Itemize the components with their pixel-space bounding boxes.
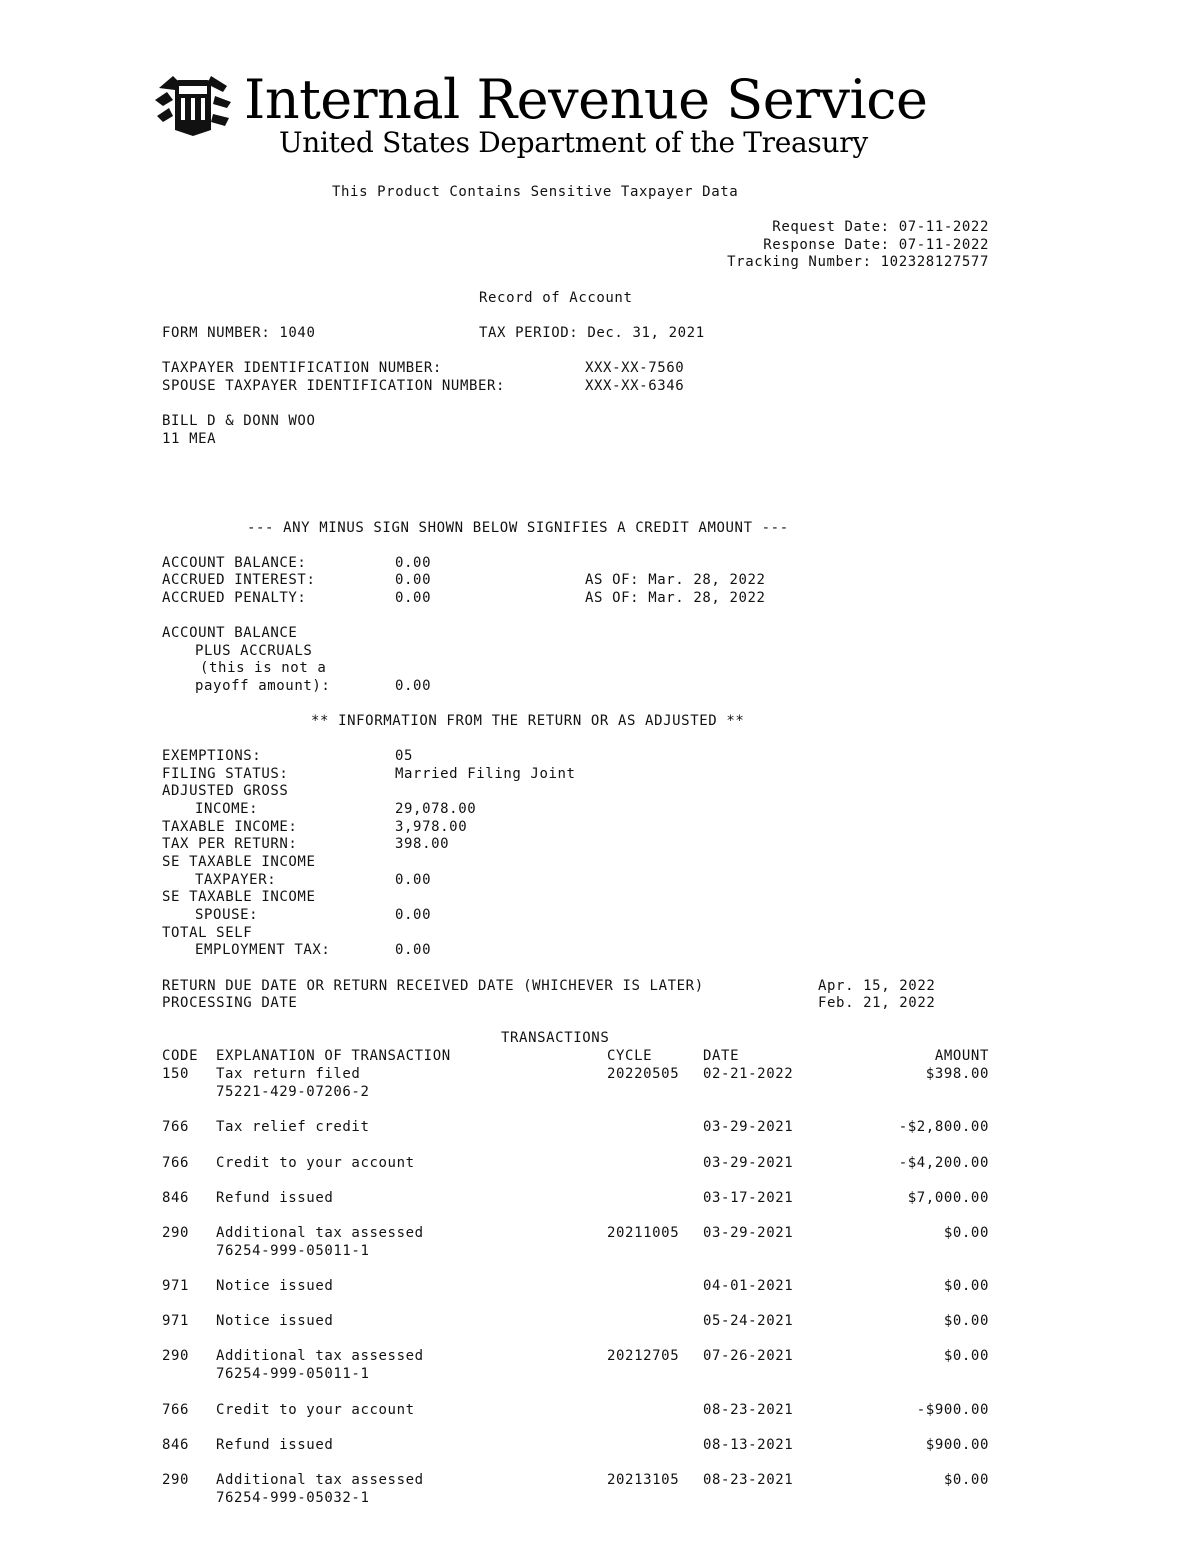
spouse-tin-value: XXX-XX-6346 [585, 378, 685, 394]
response-date: Response Date: 07-11-2022 [763, 237, 989, 253]
txn-code: 290 [162, 1472, 190, 1488]
col-cycle-header: CYCLE [607, 1048, 653, 1064]
txn-code: 150 [162, 1066, 190, 1082]
txn-explanation: Additional tax assessed [216, 1348, 424, 1364]
accrued-interest-as-of: AS OF: Mar. 28, 2022 [585, 572, 766, 588]
col-amount-header: AMOUNT [934, 1048, 989, 1064]
txn-code: 766 [162, 1119, 190, 1135]
txn-code: 290 [162, 1225, 190, 1241]
txn-cycle: 20220505 [607, 1066, 680, 1082]
txn-explanation: Additional tax assessed [216, 1225, 424, 1241]
txn-explanation: Tax return filed [216, 1066, 361, 1082]
txn-explanation: Refund issued [216, 1190, 334, 1206]
irs-eagle-seal-logo [153, 70, 233, 138]
txn-code: 766 [162, 1155, 190, 1171]
txn-amount: $900.00 [925, 1437, 989, 1453]
se-taxpayer-value: 0.00 [395, 872, 432, 888]
account-balance-value: 0.00 [395, 555, 432, 571]
return-due-date-label: RETURN DUE DATE OR RETURN RECEIVED DATE (WHICHEVER IS LATER) [162, 978, 704, 994]
txn-amount: -$900.00 [916, 1402, 989, 1418]
agi-value: 29,078.00 [395, 801, 477, 817]
txn-code: 846 [162, 1437, 190, 1453]
filing-status-value: Married Filing Joint [395, 766, 576, 782]
filing-status-label: FILING STATUS: [162, 766, 289, 782]
form-number: FORM NUMBER: 1040 [162, 325, 316, 341]
txn-amount: -$2,800.00 [898, 1119, 989, 1135]
tax-per-return-value: 398.00 [395, 836, 450, 852]
balance-plus-accruals-label: payoff amount): [195, 678, 331, 694]
txn-explanation: Additional tax assessed [216, 1472, 424, 1488]
taxpayer-address: 11 MEA [162, 431, 217, 447]
processing-date-label: PROCESSING DATE [162, 995, 298, 1011]
se-spouse-label: SE TAXABLE INCOME [162, 889, 316, 905]
total-se-tax-value: 0.00 [395, 942, 432, 958]
se-spouse-value: 0.00 [395, 907, 432, 923]
tracking-number: Tracking Number: 102328127577 [727, 254, 989, 270]
balance-plus-accruals-label: (this is not a [200, 660, 327, 676]
sensitive-data-notice: This Product Contains Sensitive Taxpayer Data [332, 184, 739, 200]
exemptions-label: EXEMPTIONS: [162, 748, 262, 764]
accrued-penalty-label: ACCRUED PENALTY: [162, 590, 307, 606]
accrued-penalty-as-of: AS OF: Mar. 28, 2022 [585, 590, 766, 606]
tin-label: TAXPAYER IDENTIFICATION NUMBER: [162, 360, 442, 376]
credit-minus-notice: --- ANY MINUS SIGN SHOWN BELOW SIGNIFIES A CREDIT AMOUNT --- [247, 520, 789, 536]
balance-plus-accruals-value: 0.00 [395, 678, 432, 694]
total-se-tax-label: TOTAL SELF [162, 925, 253, 941]
transactions-heading: TRANSACTIONS [501, 1030, 610, 1046]
accrued-interest-value: 0.00 [395, 572, 432, 588]
txn-explanation: Notice issued [216, 1278, 334, 1294]
agency-name: Internal Revenue Service [244, 68, 928, 131]
txn-date: 02-21-2022 [703, 1066, 794, 1082]
txn-code: 971 [162, 1278, 190, 1294]
txn-code: 846 [162, 1190, 190, 1206]
agi-label: INCOME: [195, 801, 259, 817]
taxable-income-value: 3,978.00 [395, 819, 468, 835]
request-date: Request Date: 07-11-2022 [772, 219, 989, 235]
accrued-interest-label: ACCRUED INTEREST: [162, 572, 316, 588]
txn-document-locator: 76254-999-05011-1 [216, 1366, 370, 1382]
taxable-income-label: TAXABLE INCOME: [162, 819, 298, 835]
spouse-tin-label: SPOUSE TAXPAYER IDENTIFICATION NUMBER: [162, 378, 506, 394]
txn-explanation: Tax relief credit [216, 1119, 370, 1135]
txn-cycle: 20213105 [607, 1472, 680, 1488]
balance-plus-accruals-label: PLUS ACCRUALS [195, 643, 313, 659]
col-date-header: DATE [703, 1048, 740, 1064]
txn-date: 07-26-2021 [703, 1348, 794, 1364]
department-name: United States Department of the Treasury [279, 126, 868, 159]
txn-date: 03-17-2021 [703, 1190, 794, 1206]
tin-value: XXX-XX-7560 [585, 360, 685, 376]
accrued-penalty-value: 0.00 [395, 590, 432, 606]
txn-amount: -$4,200.00 [898, 1155, 989, 1171]
txn-cycle: 20212705 [607, 1348, 680, 1364]
txn-explanation: Credit to your account [216, 1402, 415, 1418]
txn-amount: $398.00 [925, 1066, 989, 1082]
tax-period: TAX PERIOD: Dec. 31, 2021 [479, 325, 705, 341]
txn-cycle: 20211005 [607, 1225, 680, 1241]
txn-date: 08-23-2021 [703, 1402, 794, 1418]
txn-document-locator: 76254-999-05011-1 [216, 1243, 370, 1259]
txn-code: 971 [162, 1313, 190, 1329]
txn-document-locator: 75221-429-07206-2 [216, 1084, 370, 1100]
txn-date: 04-01-2021 [703, 1278, 794, 1294]
txn-amount: $0.00 [943, 1472, 989, 1488]
document-title: Record of Account [479, 290, 633, 306]
txn-code: 290 [162, 1348, 190, 1364]
txn-date: 03-29-2021 [703, 1119, 794, 1135]
col-code-header: CODE [162, 1048, 199, 1064]
txn-date: 05-24-2021 [703, 1313, 794, 1329]
account-balance-label: ACCOUNT BALANCE: [162, 555, 307, 571]
txn-amount: $0.00 [943, 1278, 989, 1294]
return-info-heading: ** INFORMATION FROM THE RETURN OR AS ADJUSTED ** [311, 713, 745, 729]
txn-explanation: Credit to your account [216, 1155, 415, 1171]
total-se-tax-label: EMPLOYMENT TAX: [195, 942, 331, 958]
txn-date: 08-23-2021 [703, 1472, 794, 1488]
txn-amount: $0.00 [943, 1313, 989, 1329]
processing-date-value: Feb. 21, 2022 [818, 995, 936, 1011]
txn-amount: $7,000.00 [907, 1190, 989, 1206]
txn-amount: $0.00 [943, 1225, 989, 1241]
txn-date: 03-29-2021 [703, 1155, 794, 1171]
taxpayer-name: BILL D & DONN WOO [162, 413, 316, 429]
txn-date: 03-29-2021 [703, 1225, 794, 1241]
return-due-date-value: Apr. 15, 2022 [818, 978, 936, 994]
txn-document-locator: 76254-999-05032-1 [216, 1490, 370, 1506]
se-spouse-label: SPOUSE: [195, 907, 259, 923]
txn-code: 766 [162, 1402, 190, 1418]
balance-plus-accruals-label: ACCOUNT BALANCE [162, 625, 298, 641]
tax-per-return-label: TAX PER RETURN: [162, 836, 298, 852]
col-explanation-header: EXPLANATION OF TRANSACTION [216, 1048, 451, 1064]
exemptions-value: 05 [395, 748, 414, 764]
agi-label: ADJUSTED GROSS [162, 783, 289, 799]
se-taxpayer-label: TAXPAYER: [195, 872, 277, 888]
txn-date: 08-13-2021 [703, 1437, 794, 1453]
txn-amount: $0.00 [943, 1348, 989, 1364]
txn-explanation: Refund issued [216, 1437, 334, 1453]
se-taxpayer-label: SE TAXABLE INCOME [162, 854, 316, 870]
txn-explanation: Notice issued [216, 1313, 334, 1329]
